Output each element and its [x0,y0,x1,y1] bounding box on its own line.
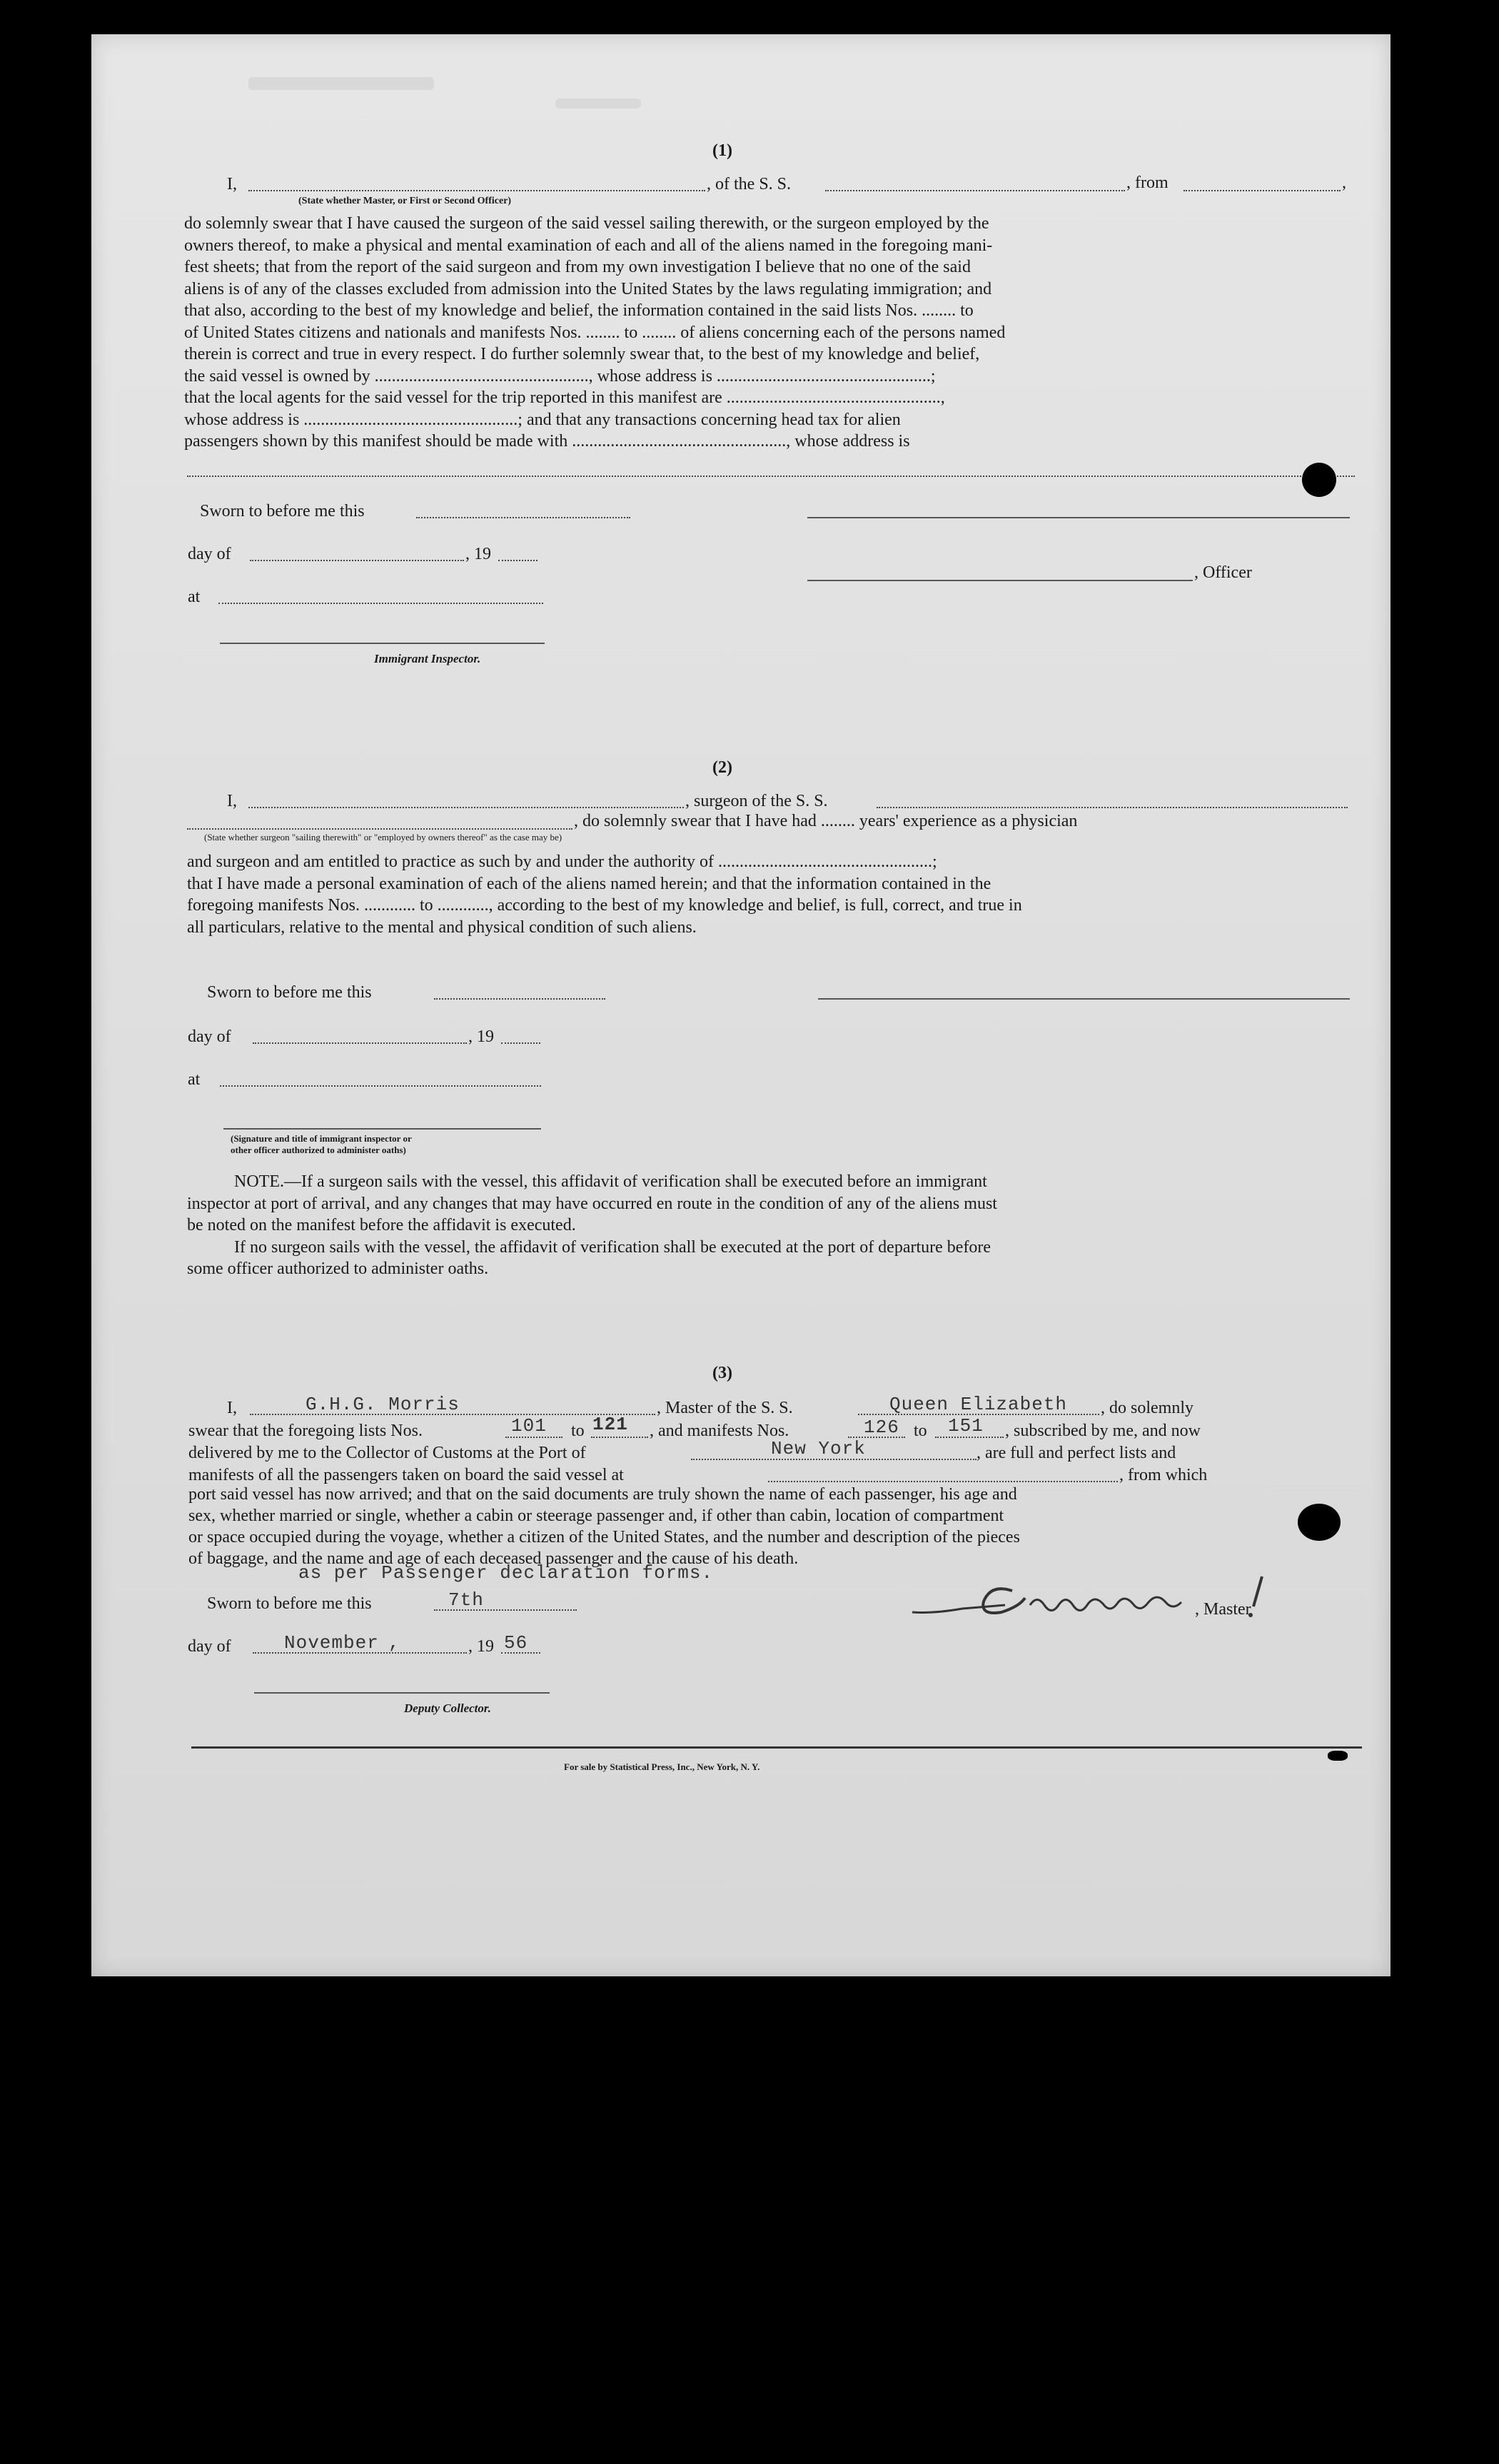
s1-body-line: fest sheets; that from the report of the said surgeon and from my own investigation I believe that no one of the said [184,258,971,276]
s1-at-label: at [188,588,201,606]
s2-at-label: at [188,1070,201,1089]
form-page [91,34,1391,1976]
s2-body-line: that I have made a personal examination of each of the aliens named herein; and that the information contained in the [187,874,991,893]
s1-body-line: of United States citizens and nationals and manifests Nos. ........ to ........ of aliens concerning each of the persons named [184,323,1006,342]
s2-oath-body [187,851,1355,938]
s1-officer-caption: (State whether Master, or First or Second Officer) [298,196,512,206]
s1-body-line: the said vessel is owned by .................................................., whose address is ..................................................; [184,366,936,386]
s1-year-label: , 19 [465,545,491,563]
s3-subscribed-label: , subscribed by me, and now [1005,1422,1201,1440]
s1-from-label: , from [1126,174,1169,192]
section-3-number: (3) [712,1364,732,1382]
s3-embark-field [768,1481,1118,1482]
s1-inspector-line [220,643,545,644]
s3-manifests-to: 151 [948,1415,984,1437]
s2-body-line: all particulars, relative to the mental and physical condition of such aliens. [187,917,697,937]
note-line: inspector at port of arrival, and any changes that may have occurred en route in the condition of any of the aliens must [187,1194,997,1213]
s2-ship-field [877,807,1348,808]
s3-sworn-day: 7th [448,1589,484,1611]
s3-master-name: G.H.G. Morris [306,1394,460,1415]
s3-body-line: port said vessel has now arrived; and that on the said documents are truly shown the name of each passenger, his age and [188,1485,1017,1504]
s3-manifests-label: , and manifests Nos. [650,1422,789,1440]
s3-manifests-to-field [935,1437,1004,1438]
s2-at-field [220,1085,541,1087]
s3-i-label: I, [227,1399,237,1417]
s3-master-label: , Master [1195,1600,1251,1619]
s2-note [187,1171,1359,1280]
note-line: be noted on the manifest before the affidavit is executed. [187,1216,576,1234]
s1-of-ss-label: , of the S. S. [707,175,792,193]
s3-oath-body [188,1484,1359,1569]
s1-dayof-label: day of [188,545,231,563]
s2-sworn-label: Sworn to before me this [207,983,372,1002]
s1-i-label: I, [227,175,237,193]
s3-to2-label: to [914,1422,927,1440]
s3-declaration-note: as per Passenger declaration forms. [298,1562,714,1584]
s2-dayof-label: day of [188,1027,231,1046]
s3-year-label: , 19 [468,1637,494,1656]
s2-status-field [187,828,572,830]
s2-year-field [501,1042,540,1044]
s1-oath-body [184,213,1355,453]
punch-hole [1302,463,1336,497]
ink-blot [1298,1504,1341,1541]
bleed-through-mark [555,99,641,109]
note-line: If no surgeon sails with the vessel, the affidavit of verification shall be executed at the port of departure before [234,1237,991,1257]
s3-to1-label: to [571,1422,585,1440]
s3-full-label: , are full and perfect lists and [976,1444,1176,1462]
s3-lists-to: 121 [592,1414,628,1435]
s3-ship-name: Queen Elizabeth [889,1394,1068,1415]
s2-sworn-field [434,998,605,1000]
s3-delivered-label: delivered by me to the Collector of Customs at the Port of [188,1444,586,1462]
s2-surgeon-label: , surgeon of the S. S. [685,792,828,810]
s2-body-line: foregoing manifests Nos. ............ to ............, according to the best of my knowledge and belief, is full, correct, and true in [187,896,1022,915]
s1-body-line: passengers shown by this manifest should be made with .................................................., whose address is [184,432,910,451]
s3-body-line: sex, whether married or single, whether a cabin or steerage passenger and, if other than cabin, location of compartment [188,1507,1004,1525]
s1-inspector-caption: Immigrant Inspector. [374,652,481,665]
note-line: some officer authorized to administer oaths. [187,1259,489,1278]
bleed-through-mark [248,77,434,90]
s2-signature-caption-1: (Signature and title of immigrant inspector or [231,1133,412,1144]
s3-solemnly-label: , do solemnly [1101,1399,1193,1417]
s3-dayof-label: day of [188,1637,231,1656]
s2-day-field [253,1042,467,1044]
s1-ship-field [825,190,1125,191]
footer-rule [191,1746,1362,1749]
s1-officer-label: , Officer [1194,563,1252,582]
s1-body-line: owners thereof, to make a physical and mental examination of each and all of the aliens named in the foregoing mani- [184,236,993,255]
s2-i-label: I, [227,792,237,810]
s3-month: November [284,1632,379,1654]
s3-year-suffix: 56 [504,1632,528,1654]
s3-swear-label: swear that the foregoing lists Nos. [188,1422,423,1440]
s3-port: New York [771,1438,866,1459]
s3-deputy-line [254,1692,550,1694]
s3-lists-from-field [505,1437,562,1438]
s1-body-line: that also, according to the best of my knowledge and belief, the information contained in the said lists Nos. ........ to [184,301,974,320]
s1-officer-line [807,580,1193,581]
s1-day-field [250,560,464,561]
s3-month-comma: , [388,1632,400,1654]
ink-mark [1328,1751,1348,1761]
s3-body-line: or space occupied during the voyage, whether a citizen of the United States, and the number and description of the pieces [188,1528,1020,1547]
s3-master-of-label: , Master of the S. S. [657,1399,793,1417]
s2-swear-line: , do solemnly swear that I have had ........ years' experience as a physician [574,812,1078,830]
s2-body-line: and surgeon and am entitled to practice as such by and under the authority of ..................................................; [187,853,937,871]
s1-sworn-label: Sworn to before me this [200,502,365,521]
s1-address-field [187,476,1355,477]
s3-body-line: of baggage, and the name and age of each deceased passenger and the cause of his death. [188,1549,799,1568]
s1-sworn-field [416,517,630,518]
s3-sworn-label: Sworn to before me this [207,1594,372,1613]
s1-year-field [498,560,537,561]
s1-signature-line [807,517,1350,518]
s3-manifests-from: 126 [864,1417,899,1438]
s1-officer-field [248,190,705,191]
s1-from-field [1183,190,1341,191]
section-2-number: (2) [712,758,732,777]
s3-lists-to-field [591,1437,648,1438]
s1-comma: , [1342,174,1346,192]
s3-lists-from: 101 [511,1415,547,1437]
s2-inspector-line [223,1128,541,1130]
s2-surgeon-field [248,807,684,808]
s2-signature-line [818,998,1350,1000]
s1-at-field [218,603,543,604]
s1-body-line: therein is correct and true in every respect. I do further solemnly swear that, to the best of my knowledge and belief, [184,345,980,363]
s2-status-caption: (State whether surgeon "sailing therewith" or "employed by owners thereof" as the case may be) [204,832,562,843]
note-line: NOTE.—If a surgeon sails with the vessel, this affidavit of verification shall be executed before an immigrant [234,1172,987,1191]
section-1-number: (1) [712,141,732,160]
printer-footer: For sale by Statistical Press, Inc., New York, N. Y. [564,1761,760,1772]
s1-body-line: that the local agents for the said vessel for the trip reported in this manifest are .................................................., [184,388,945,407]
s2-signature-caption-2: other officer authorized to administer oaths) [231,1145,406,1155]
s3-manifests-all-label: manifests of all the passengers taken on board the said vessel at [188,1466,624,1484]
s2-year-label: , 19 [468,1027,494,1046]
s1-body-line: whose address is ..................................................; and that any transactions concerning head tax for alien [184,410,901,429]
s3-deputy-caption: Deputy Collector. [404,1701,491,1715]
s3-from-which-label: , from which [1119,1466,1208,1484]
s1-body-line: do solemnly swear that I have caused the surgeon of the said vessel sailing therewith, or the surgeon employed by the [184,214,989,233]
s1-body-line: aliens is of any of the classes excluded from admission into the United States by the laws regulating immigration; and [184,279,992,298]
